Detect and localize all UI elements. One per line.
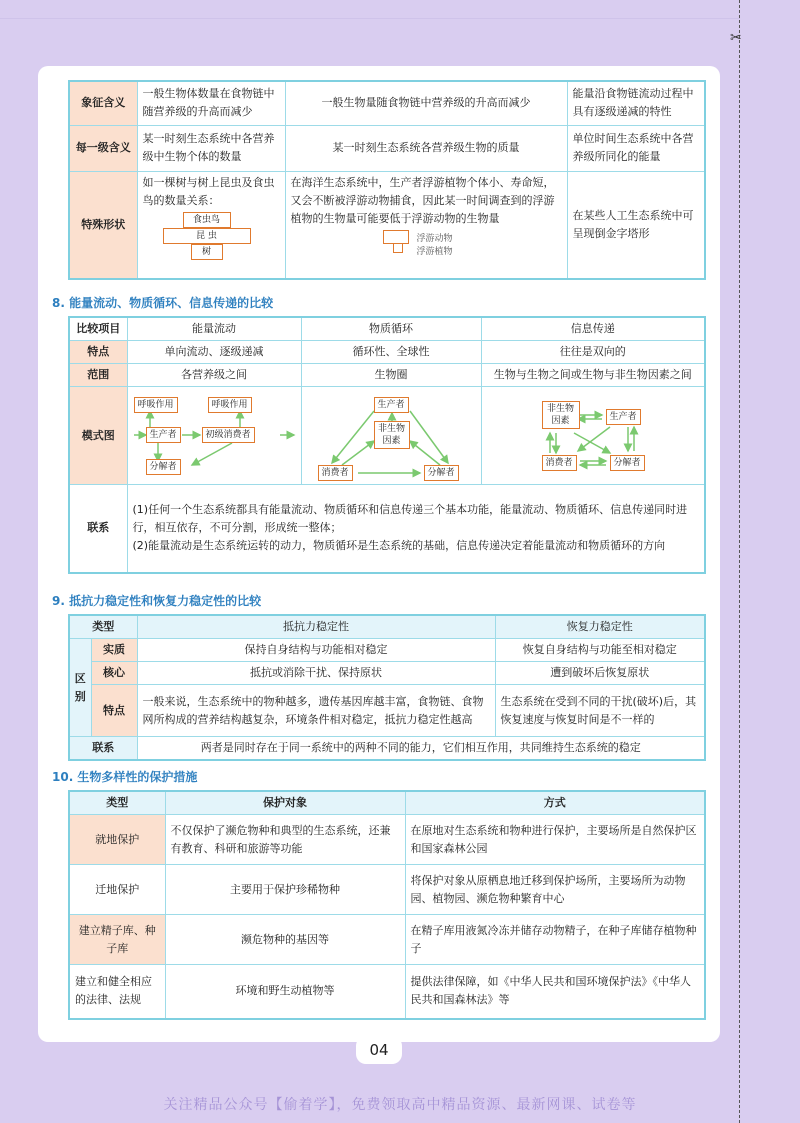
- information-arrows: [482, 389, 706, 483]
- column-header: 方式: [405, 791, 705, 815]
- table-cell: [137, 171, 285, 279]
- table-row: [69, 737, 705, 761]
- section-title: 10. 生物多样性的保护措施: [52, 770, 198, 784]
- respiration-box-2: 呼吸作用: [208, 397, 252, 413]
- pyramid-phytoplankton-bar: [393, 244, 403, 253]
- table-cell: 循环性、全球性: [301, 341, 481, 364]
- protection-table: [68, 790, 706, 1020]
- consumer-box: 消费者: [318, 465, 353, 481]
- column-header: 类型: [69, 791, 165, 815]
- table-cell: 遭到破坏后恢复原状: [495, 662, 705, 685]
- table-cell: 单位时间生态系统中各营养级所同化的能量: [567, 125, 705, 171]
- table-cell: 两者是同时存在于同一系统中的两种不同的能力，它们相互作用，共同维持生态系统的稳定: [137, 737, 705, 761]
- table-row: [69, 685, 705, 737]
- table-cell: 一般来说，生态系统中的物种越多，遗传基因库越丰富，食物链、食物网所构成的营养结构越复杂，环境条件相对稳定，抵抗力稳定性越高: [137, 685, 495, 737]
- page-number: 04: [356, 1036, 402, 1064]
- comparison-table-9: [68, 614, 706, 761]
- column-header: 恢复力稳定性: [495, 615, 705, 639]
- row-label: 联系: [69, 485, 127, 573]
- link-text-1: (1)任何一个生态系统都具有能量流动、物质循环和信息传递三个基本功能，能量流动、物质循环、信息传递同时进行，相互依存，不可分割，形成统一整体；: [132, 503, 688, 535]
- column-header: 保护对象: [165, 791, 405, 815]
- section-title: 9. 抵抗力稳定性和恢复力稳定性的比较: [52, 594, 262, 608]
- scissors-icon: ✂: [730, 30, 742, 46]
- row-label: 特点: [91, 685, 137, 737]
- table-cell: 一般生物体数量在食物链中随营养级的升高而减少: [137, 81, 285, 125]
- cell-text: 如一棵树与树上昆虫及食虫鸟的数量关系：: [142, 175, 275, 207]
- row-label: 迁地保护: [69, 865, 165, 915]
- respiration-box-1: 呼吸作用: [134, 397, 178, 413]
- table-cell: 各营养级之间: [127, 364, 301, 387]
- matter-cycle-diagram: [301, 387, 481, 485]
- table-row: [69, 364, 705, 387]
- table-row: [69, 865, 705, 915]
- table-cell: 环境和野生动植物等: [165, 965, 405, 1019]
- section-title: 8. 能量流动、物质循环、信息传递的比较: [52, 296, 274, 310]
- producer-box: 生产者: [146, 427, 181, 443]
- link-text-2: (2)能量流动是生态系统运转的动力，物质循环是生态系统的基础，信息传递决定着能量流动和物质循环的方向: [132, 539, 666, 553]
- row-label: 范围: [69, 364, 127, 387]
- table-row: [69, 815, 705, 865]
- row-label: 每一级含义: [69, 125, 137, 171]
- producer-box: 生产者: [374, 397, 409, 413]
- information-transfer-diagram: [481, 387, 705, 485]
- pyramid-tree: 树: [191, 244, 223, 260]
- table-cell: 抵抗或消除干扰、保持原状: [137, 662, 495, 685]
- table-row: [69, 915, 705, 965]
- table-row: [69, 965, 705, 1019]
- energy-flow-diagram: [127, 387, 301, 485]
- decomposer-box: 分解者: [610, 455, 645, 471]
- abiotic-box: 非生物因素: [542, 401, 580, 429]
- footer-watermark: 关注精品公众号【偷着学】，免费领取高中精品资源、最新网课、试卷等: [163, 1097, 637, 1113]
- table-cell: 生态系统在受到不同的干扰(破坏)后，其恢复速度与恢复时间是不一样的: [495, 685, 705, 737]
- table-cell: 一般生物量随食物链中营养级的升高而减少: [285, 81, 567, 125]
- row-label: 象征含义: [69, 81, 137, 125]
- table-cell: 主要用于保护珍稀物种: [165, 865, 405, 915]
- column-header: 信息传递: [481, 317, 705, 341]
- zooplankton-label: 浮游动物: [416, 233, 453, 244]
- table-header-row: [69, 317, 705, 341]
- table-row: [69, 387, 705, 485]
- table-cell: 濒危物种的基因等: [165, 915, 405, 965]
- table-cell: 提供法律保障，如《中华人民共和国环境保护法》《中华人民共和国森林法》等: [405, 965, 705, 1019]
- row-label: 建立精子库、种子库: [69, 915, 165, 965]
- row-label: 联系: [69, 737, 137, 761]
- table-cell: 将保护对象从原栖息地迁移到保护场所，主要场所为动物园、植物园、濒危物种繁育中心: [405, 865, 705, 915]
- table-cell: 恢复自身结构与功能至相对稳定: [495, 639, 705, 662]
- column-header: 能量流动: [127, 317, 301, 341]
- row-label: 建立和健全相应的法律、法规: [69, 965, 165, 1019]
- consumer-box: 消费者: [542, 455, 577, 471]
- table-cell: [127, 485, 705, 573]
- decomposer-box: 分解者: [424, 465, 459, 481]
- row-label: 特殊形状: [69, 171, 137, 279]
- table-cell: 在原地对生态系统和物种进行保护，主要场所是自然保护区和国家森林公园: [405, 815, 705, 865]
- group-label: 区别: [69, 639, 91, 737]
- row-label: 就地保护: [69, 815, 165, 865]
- phytoplankton-label: 浮游植物: [416, 246, 453, 257]
- cell-text: 在海洋生态系统中，生产者浮游植物个体小、寿命短，又会不断被浮游动物捕食，因此某一时间调查到的浮游植物的生物量可能要低于浮游动物的生物量: [290, 175, 555, 225]
- table-row: [69, 341, 705, 364]
- table-cell: 单向流动、逐级递减: [127, 341, 301, 364]
- table-cell: 不仅保护了濒危物种和典型的生态系统，还兼有教育、科研和旅游等功能: [165, 815, 405, 865]
- top-border-line: [0, 18, 740, 19]
- table-header-row: [69, 791, 705, 815]
- row-label: 特点: [69, 341, 127, 364]
- table-cell: 某一时刻生态系统各营养级生物的质量: [285, 125, 567, 171]
- table-cell: 在精子库用液氮冷冻并储存动物精子，在种子库储存植物种子: [405, 915, 705, 965]
- column-header: 抵抗力稳定性: [137, 615, 495, 639]
- column-header: 类型: [69, 615, 137, 639]
- table-cell: 往往是双向的: [481, 341, 705, 364]
- cut-line: [739, 0, 740, 1123]
- table-cell: 生物圈: [301, 364, 481, 387]
- table-header-row: [69, 615, 705, 639]
- column-header: 物质循环: [301, 317, 481, 341]
- table-row: [69, 81, 705, 125]
- column-header: 比较项目: [69, 317, 127, 341]
- biomass-pyramid: [291, 228, 562, 258]
- row-label: 实质: [91, 639, 137, 662]
- pyramid-insect: 昆 虫: [163, 228, 251, 244]
- row-label: 模式图: [69, 387, 127, 485]
- table-cell: 能量沿食物链流动过程中具有逐级递减的特性: [567, 81, 705, 125]
- number-pyramid: [143, 210, 280, 262]
- row-label: 核心: [91, 662, 137, 685]
- table-cell: 生物与生物之间或生物与非生物因素之间: [481, 364, 705, 387]
- table-row: [69, 171, 705, 279]
- table-row: [69, 125, 705, 171]
- table-cell: 在某些人工生态系统中可呈现倒金字塔形: [567, 171, 705, 279]
- abiotic-box: 非生物因素: [374, 421, 410, 449]
- table-row: [69, 639, 705, 662]
- decomposer-box: 分解者: [146, 459, 181, 475]
- table-cell: 某一时刻生态系统中各营养级中生物个体的数量: [137, 125, 285, 171]
- pyramid-zooplankton-bar: [383, 230, 409, 244]
- table-row: [69, 485, 705, 573]
- table-row: [69, 662, 705, 685]
- pyramid-bird: 食虫鸟: [183, 212, 231, 228]
- table-cell: 保持自身结构与功能相对稳定: [137, 639, 495, 662]
- comparison-table-8: [68, 316, 706, 574]
- primary-consumer-box: 初级消费者: [202, 427, 255, 443]
- producer-box: 生产者: [606, 409, 641, 425]
- table-cell: [285, 171, 567, 279]
- pyramid-table: [68, 80, 706, 280]
